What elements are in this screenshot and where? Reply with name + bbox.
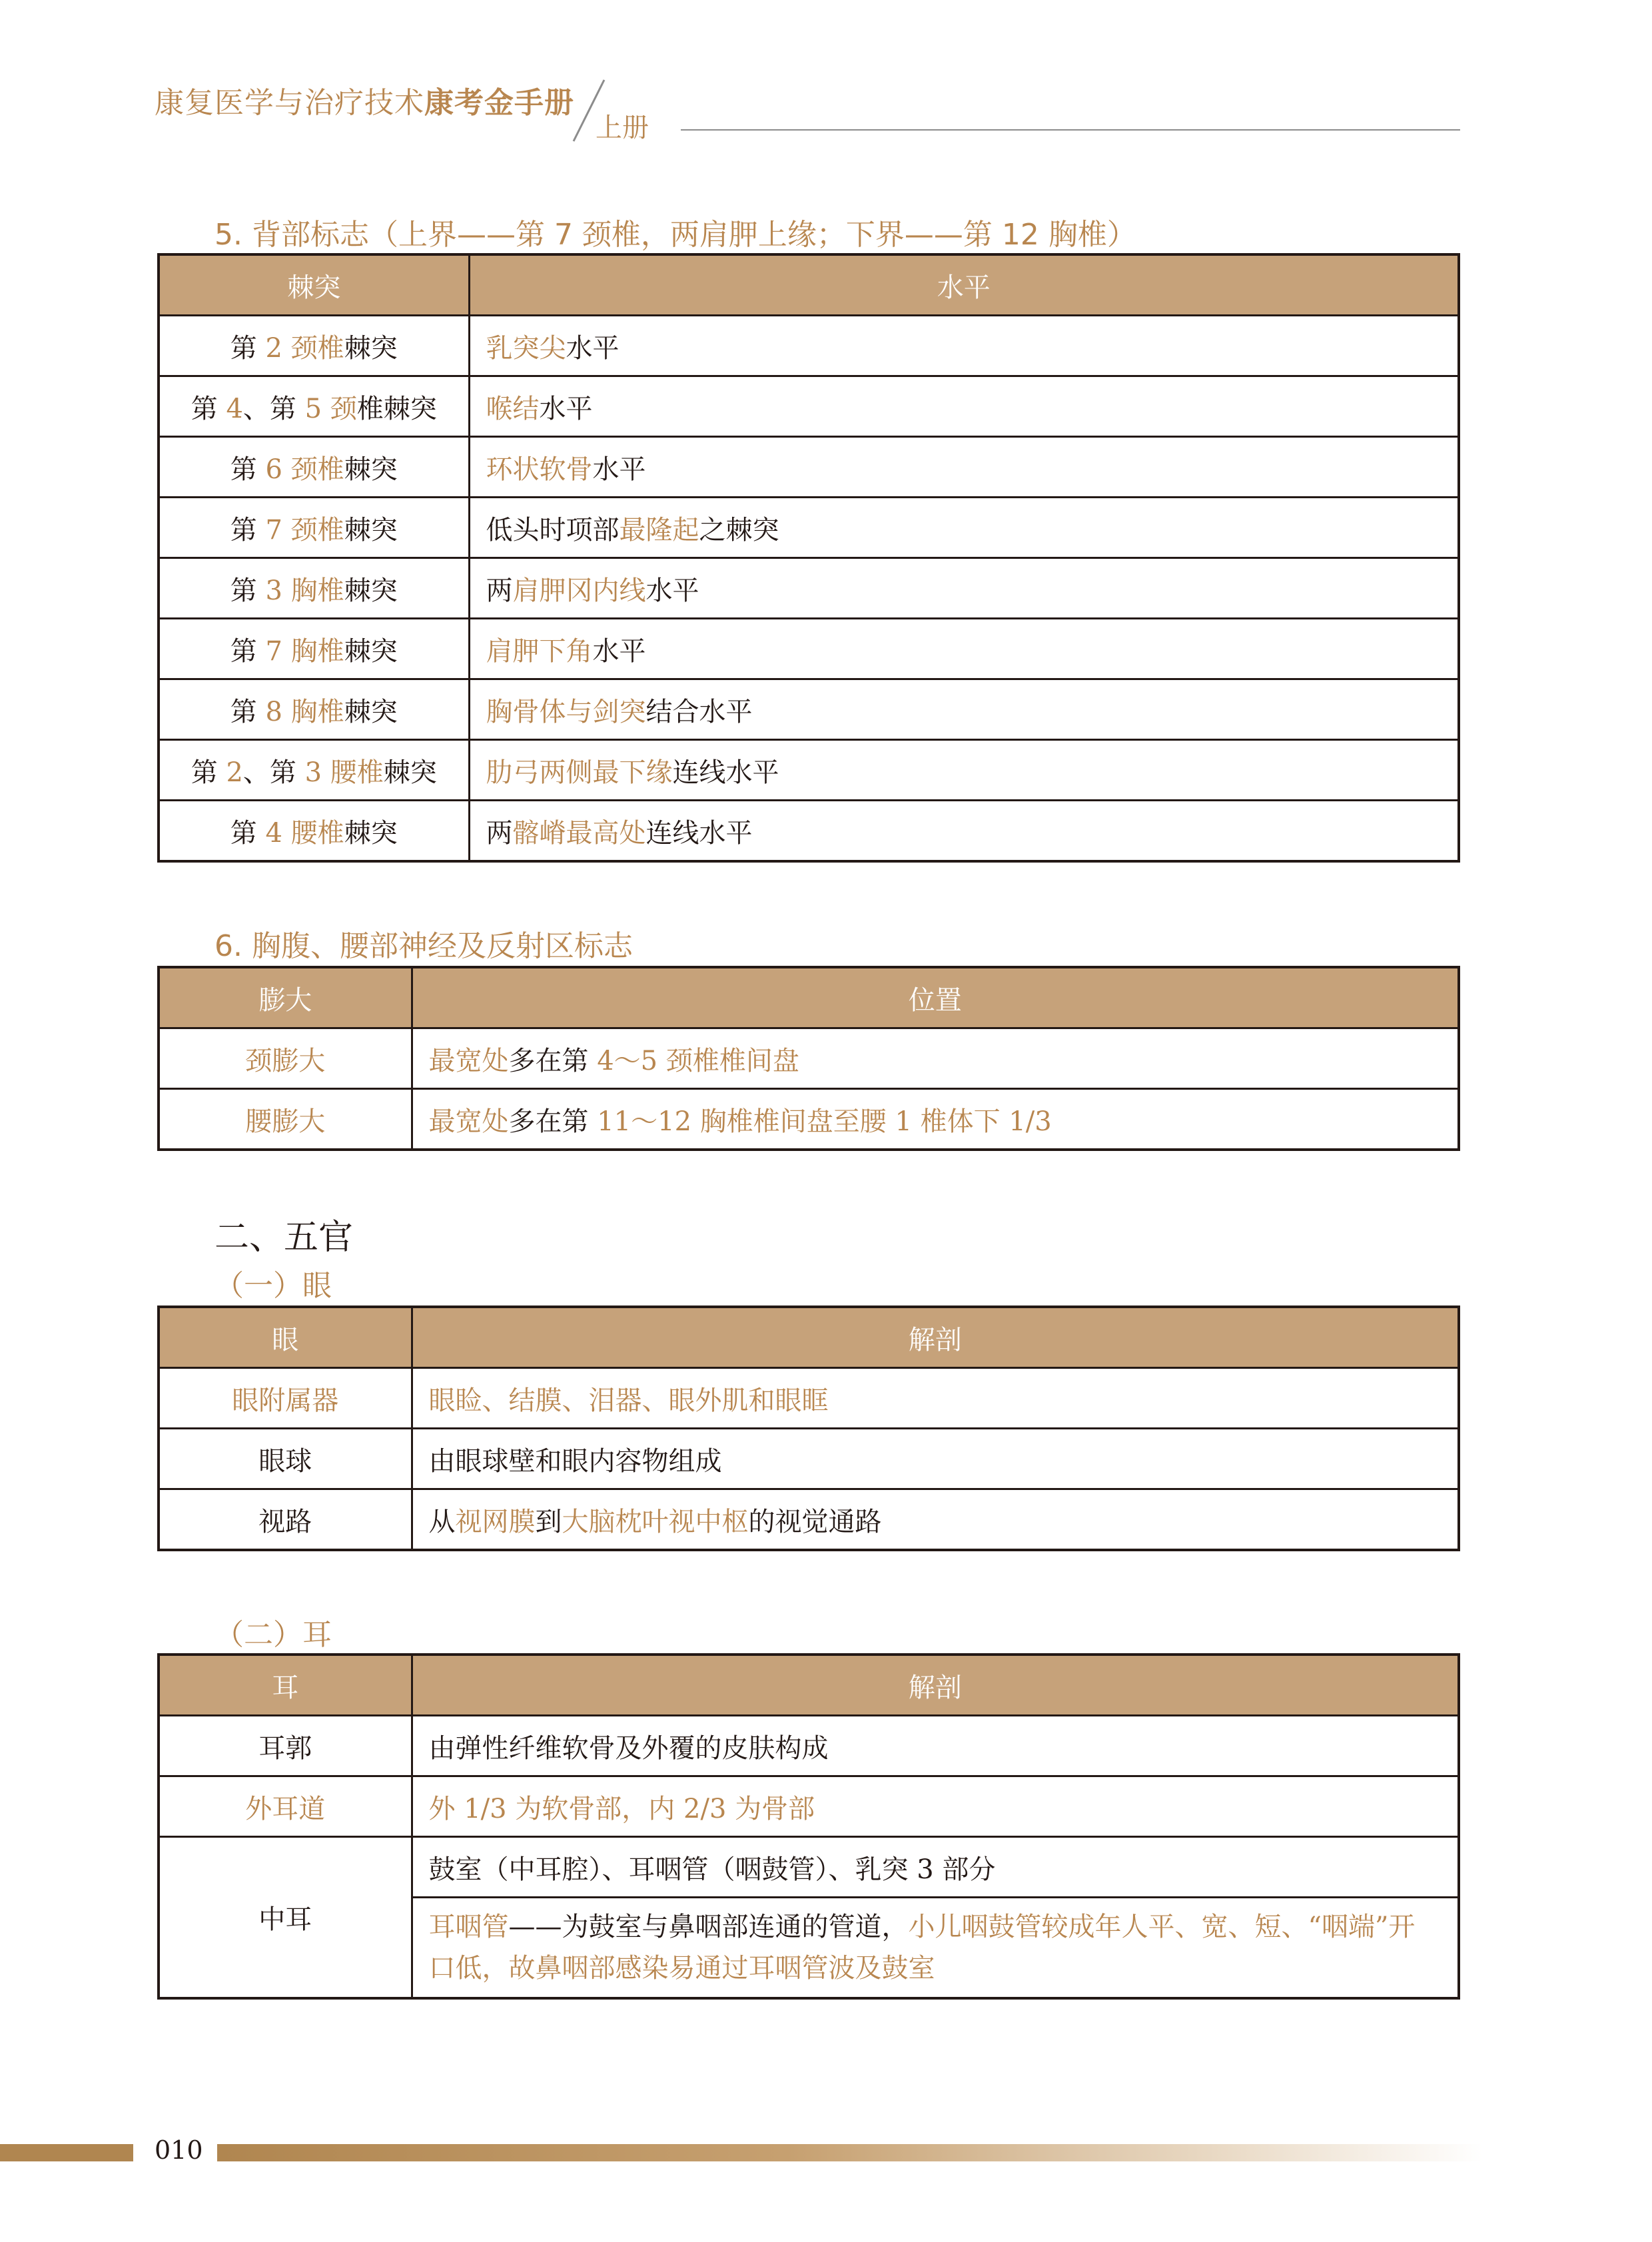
level-cell: 低头时项部最隆起之棘突 [469, 498, 1459, 558]
table-row [159, 1089, 1459, 1150]
table-row [159, 1837, 1459, 1898]
table-row [159, 801, 1459, 862]
table-header-row [159, 1307, 1459, 1368]
table-row [159, 1776, 1459, 1837]
eye-part-cell: 眼附属器 [159, 1368, 412, 1429]
spinous-process-cell: 第 3 胸椎棘突 [159, 558, 469, 619]
level-cell: 肋弓两侧最下缘连线水平 [469, 740, 1459, 801]
enlargement-cell: 颈膨大 [159, 1028, 412, 1089]
table-row [159, 619, 1459, 679]
table-row [159, 1429, 1459, 1489]
table-row [159, 498, 1459, 558]
header-title-book: 康复医学与治疗技术 [155, 86, 424, 120]
level-cell: 两髂嵴最高处连线水平 [469, 801, 1459, 862]
column-header-enlargement: 膨大 [159, 967, 412, 1028]
page-number: 010 [155, 2135, 203, 2165]
level-cell: 胸骨体与剑突结合水平 [469, 679, 1459, 740]
table-row [159, 1716, 1459, 1776]
ear-section-title: （二）耳 [214, 1618, 332, 1652]
table-row [159, 679, 1459, 740]
spinous-process-cell: 第 4 腰椎棘突 [159, 801, 469, 862]
table-row [159, 316, 1459, 376]
column-header-spinous-process: 棘突 [159, 254, 469, 316]
spinous-process-cell: 第 2 颈椎棘突 [159, 316, 469, 376]
table-row [159, 437, 1459, 498]
enlargement-cell: 腰膨大 [159, 1089, 412, 1150]
eye-section-title: （一）眼 [214, 1269, 332, 1303]
column-header-anatomy: 解剖 [412, 1655, 1459, 1716]
footer-bar-gradient [217, 2144, 1483, 2161]
section5-title: 5. 背部标志（上界——第 7 颈椎，两肩胛上缘；下界——第 12 胸椎） [214, 218, 1136, 252]
spinous-process-cell: 第 6 颈椎棘突 [159, 437, 469, 498]
column-header-anatomy: 解剖 [412, 1307, 1459, 1368]
eye-part-cell: 眼球 [159, 1429, 412, 1489]
enlargement-table [157, 966, 1460, 1151]
table-row [159, 1489, 1459, 1551]
position-cell: 最宽处多在第 11～12 胸椎椎间盘至腰 1 椎体下 1/3 [412, 1089, 1459, 1150]
spinous-process-cell: 第 8 胸椎棘突 [159, 679, 469, 740]
anatomy-cell: 从视网膜到大脑枕叶视中枢的视觉通路 [412, 1489, 1459, 1551]
header-rule [681, 129, 1460, 131]
table-row [159, 558, 1459, 619]
ear-part-cell: 外耳道 [159, 1776, 412, 1837]
spinous-process-cell: 第 2、第 3 腰椎棘突 [159, 740, 469, 801]
spinous-process-cell: 第 7 胸椎棘突 [159, 619, 469, 679]
eye-part-cell: 视路 [159, 1489, 412, 1551]
table-header-row [159, 254, 1459, 316]
table-row [159, 740, 1459, 801]
level-cell: 肩胛下角水平 [469, 619, 1459, 679]
anatomy-cell: 外 1/3 为软骨部，内 2/3 为骨部 [412, 1776, 1459, 1837]
level-cell: 两肩胛冈内线水平 [469, 558, 1459, 619]
page-header [155, 79, 1460, 145]
anatomy-cell: 耳咽管——为鼓室与鼻咽部连通的管道，小儿咽鼓管较成年人平、宽、短、“咽端”开口低，故鼻咽部感染易通过耳咽管波及鼓室 [412, 1898, 1459, 1999]
level-cell: 乳突尖水平 [469, 316, 1459, 376]
table-row [159, 1028, 1459, 1089]
column-header-level: 水平 [469, 254, 1459, 316]
anatomy-cell: 由弹性纤维软骨及外覆的皮肤构成 [412, 1716, 1459, 1776]
eye-anatomy-table [157, 1306, 1460, 1551]
ear-part-cell: 耳郭 [159, 1716, 412, 1776]
anatomy-cell: 由眼球壁和眼内容物组成 [412, 1429, 1459, 1489]
header-title-series: 康考金手册 [424, 86, 574, 120]
position-cell: 最宽处多在第 4～5 颈椎椎间盘 [412, 1028, 1459, 1089]
anatomy-cell: 眼睑、结膜、泪器、眼外肌和眼眶 [412, 1368, 1459, 1429]
table-row [159, 376, 1459, 437]
column-header-ear: 耳 [159, 1655, 412, 1716]
header-title [155, 79, 574, 121]
level-cell: 喉结水平 [469, 376, 1459, 437]
level-cell: 环状软骨水平 [469, 437, 1459, 498]
header-volume: 上册 [596, 113, 649, 143]
ear-part-cell: 中耳 [159, 1837, 412, 1999]
spinous-process-cell: 第 7 颈椎棘突 [159, 498, 469, 558]
back-landmarks-table [157, 253, 1460, 863]
anatomy-cell: 鼓室（中耳腔）、耳咽管（咽鼓管）、乳突 3 部分 [412, 1837, 1459, 1898]
table-row [159, 1368, 1459, 1429]
ear-anatomy-table [157, 1653, 1460, 2000]
part2-title: 二、五官 [214, 1218, 354, 1258]
footer-bar-left [0, 2144, 133, 2161]
table-header-row [159, 967, 1459, 1028]
spinous-process-cell: 第 4、第 5 颈椎棘突 [159, 376, 469, 437]
column-header-eye: 眼 [159, 1307, 412, 1368]
section6-title: 6. 胸腹、腰部神经及反射区标志 [214, 929, 633, 963]
column-header-position: 位置 [412, 967, 1459, 1028]
table-header-row [159, 1655, 1459, 1716]
